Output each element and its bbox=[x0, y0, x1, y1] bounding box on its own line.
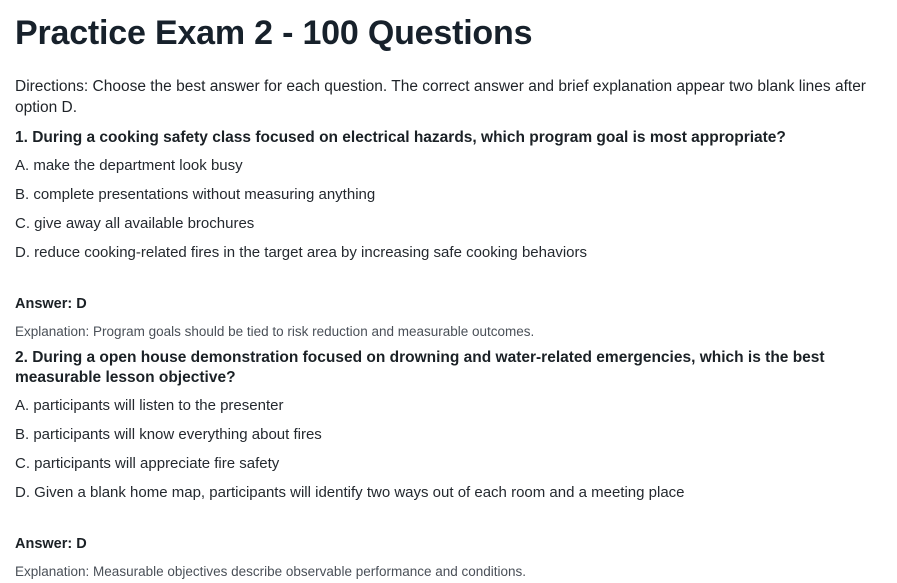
explanation-text: Explanation: Measurable objectives describe observable performance and conditions. bbox=[15, 564, 527, 579]
question-prompt: 1. During a cooking safety class focused on electrical hazards, which program goal is most appropriate? bbox=[15, 129, 786, 146]
option-a: A. make the department look busy bbox=[15, 157, 243, 174]
question-block-1 bbox=[15, 128, 882, 342]
explanation-text: Explanation: Program goals should be tied to risk reduction and measurable outcomes. bbox=[15, 324, 535, 339]
blank-lines bbox=[15, 512, 882, 534]
question-prompt: 2. During a open house demonstration focused on drowning and water-related emergencies, which is the best measurable lesson objective? bbox=[15, 349, 825, 386]
option-a: A. participants will listen to the presenter bbox=[15, 397, 284, 414]
question-block-2 bbox=[15, 348, 882, 582]
option-c: C. participants will appreciate fire safety bbox=[15, 455, 280, 472]
option-d: D. Given a blank home map, participants will identify two ways out of each room and a meeting place bbox=[15, 484, 685, 501]
answer-label: Answer: D bbox=[15, 536, 87, 552]
answer-label: Answer: D bbox=[15, 296, 87, 312]
page-title: Practice Exam 2 - 100 Questions bbox=[15, 14, 533, 52]
option-b: B. complete presentations without measuring anything bbox=[15, 186, 376, 203]
option-b: B. participants will know everything about fires bbox=[15, 426, 322, 443]
option-c: C. give away all available brochures bbox=[15, 215, 255, 232]
directions-text: Directions: Choose the best answer for each question. The correct answer and brief explanation appear two blank lines after option D. bbox=[15, 78, 866, 116]
blank-lines bbox=[15, 272, 882, 294]
option-d: D. reduce cooking-related fires in the target area by increasing safe cooking behaviors bbox=[15, 244, 587, 261]
